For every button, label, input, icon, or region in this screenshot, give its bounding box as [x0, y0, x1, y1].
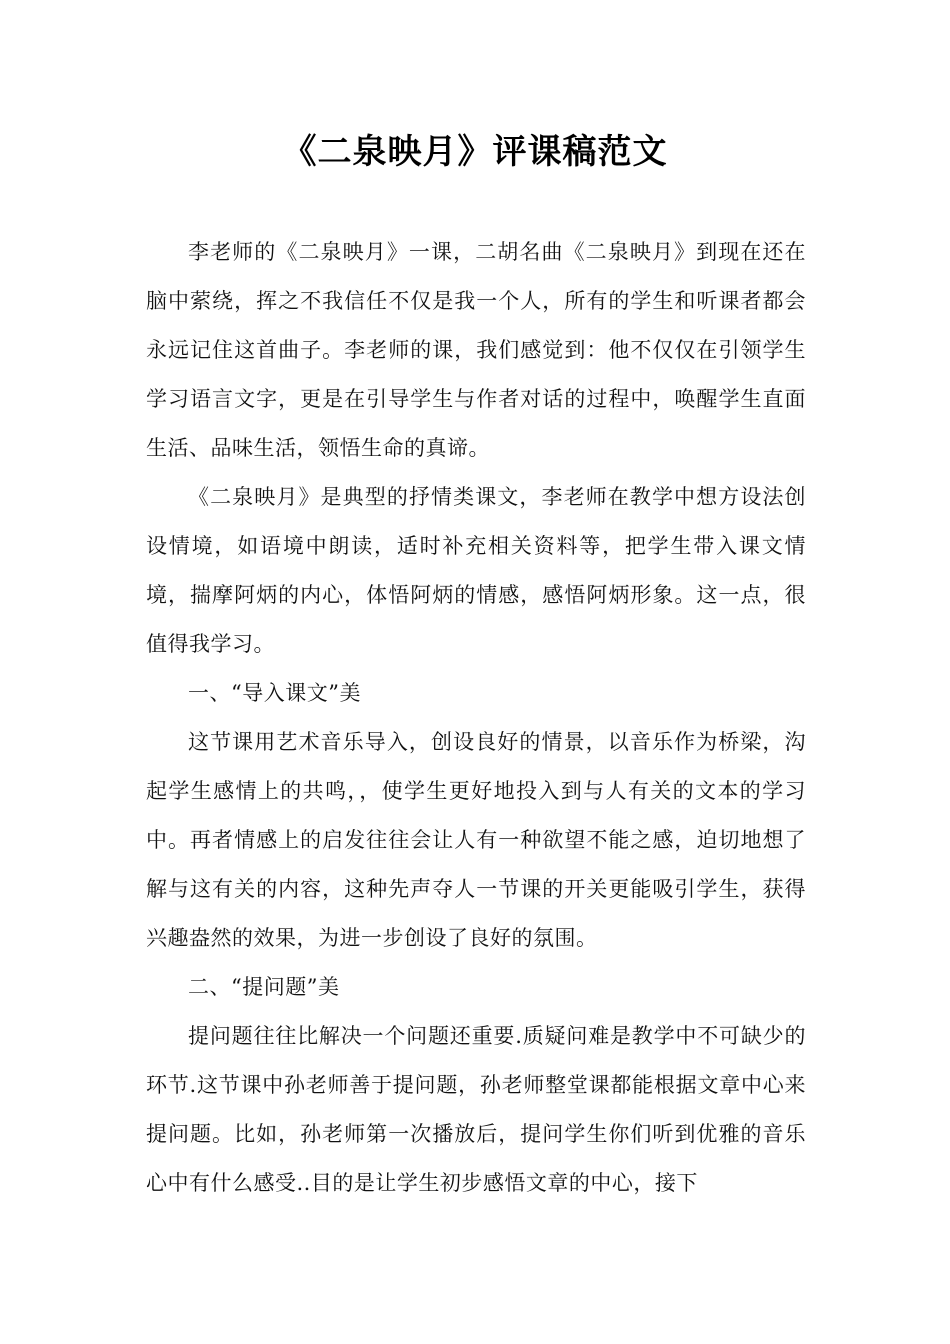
document-title: 《二泉映月》评课稿范文 — [282, 132, 668, 172]
paragraph-section-2: 提问题往往比解决一个问题还重要.质疑问难是教学中不可缺少的环节.这节课中孙老师善于提问题，孙老师整堂课都能根据文章中心来提问题。比如，孙老师第一次播放后，提问学生你们听到优雅的音乐心中有什么感受..目的是让学生初步感悟文章的中心，接下 — [146, 1024, 806, 1195]
paragraph-emotion: 《二泉映月》是典型的抒情类课文，李老师在教学中想方设法创设情境，如语境中朗读，适时补充相关资料等，把学生带入课文情境，揣摩阿炳的内心，体悟阿炳的情感，感悟阿炳形象。这一点，很值得我学习。 — [146, 485, 806, 656]
document-body — [146, 228, 806, 1208]
paragraph-intro: 李老师的《二泉映月》一课，二胡名曲《二泉映月》到现在还在脑中萦绕，挥之不我信任不仅是我一个人，所有的学生和听课者都会永远记住这首曲子。李老师的课，我们感觉到：他不仅仅在引领学生学习语言文字，更是在引导学生与作者对话的过程中，唤醒学生直面生活、品味生活，领悟生命的真谛。 — [146, 240, 806, 460]
section-heading-2: 二、“提问题”美 — [188, 975, 340, 999]
section-heading-1: 一、“导入课文”美 — [188, 681, 361, 705]
paragraph-section-1: 这节课用艺术音乐导入，创设良好的情景，以音乐作为桥梁，沟起学生感情上的共鸣，，使学生更好地投入到与人有关的文本的学习中。再者情感上的启发往往会让人有一种欲望不能之感，迫切地想了解与这有关的内容，这种先声夺人一节课的开关更能吸引学生，获得兴趣盎然的效果，为进一步创设了良好的氛围。 — [146, 730, 806, 950]
